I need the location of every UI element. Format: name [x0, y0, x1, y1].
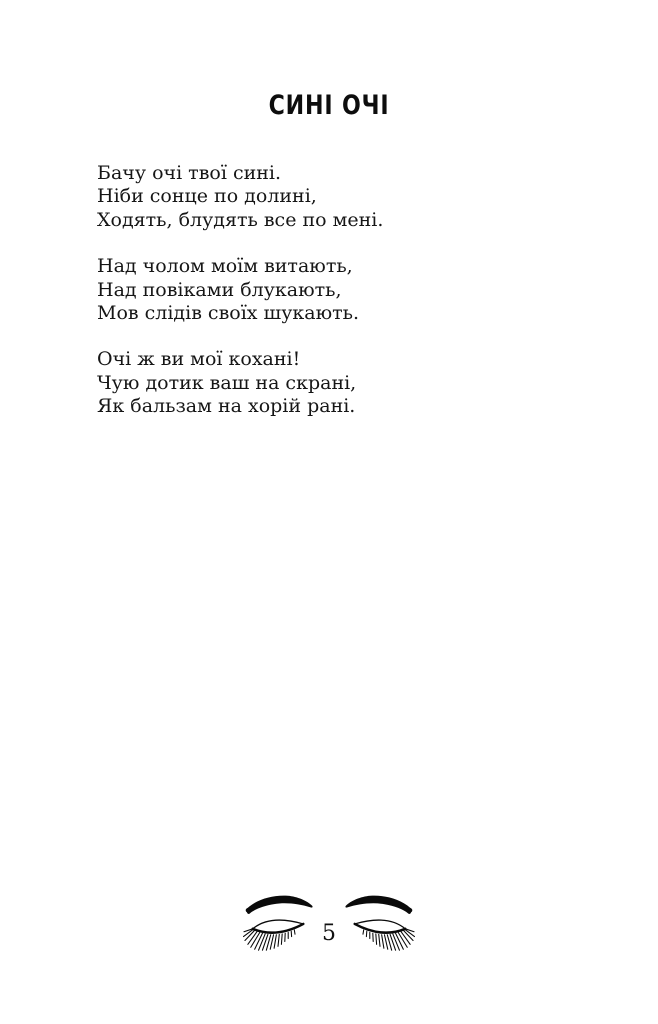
poem-line: Над повіками блукають, — [97, 278, 342, 301]
poem-line: Ходять, блудять все по мені. — [97, 208, 384, 231]
closed-eye-left-icon — [243, 893, 313, 951]
page-number: 5 — [322, 921, 336, 946]
poem-line: Бачу очі твої сині. — [97, 162, 282, 184]
poem-line: Ніби сонце по долині, — [97, 185, 317, 208]
poem-stanza — [97, 348, 383, 418]
poem-stanza — [97, 162, 383, 232]
poem-line: Мов слідів своїх шукають. — [97, 302, 360, 325]
eyebrow-shape — [345, 896, 412, 914]
poem-body — [97, 162, 383, 419]
poem-line: Як бальзам на хорій рані. — [97, 395, 356, 418]
page-footer — [0, 893, 658, 951]
poem-stanza — [97, 255, 383, 325]
poem-title: СИНІ ОЧІ — [268, 90, 390, 121]
poem-line: Чую дотик ваш на скрані, — [97, 371, 357, 394]
poem-line: Над чолом моїм витають, — [97, 255, 353, 278]
closed-eye-right-icon — [345, 893, 415, 951]
poem-line: Очі ж ви мої кохані! — [97, 348, 301, 371]
lash-line — [253, 924, 304, 933]
eyebrow-shape — [246, 896, 313, 914]
lash-line — [355, 924, 406, 933]
